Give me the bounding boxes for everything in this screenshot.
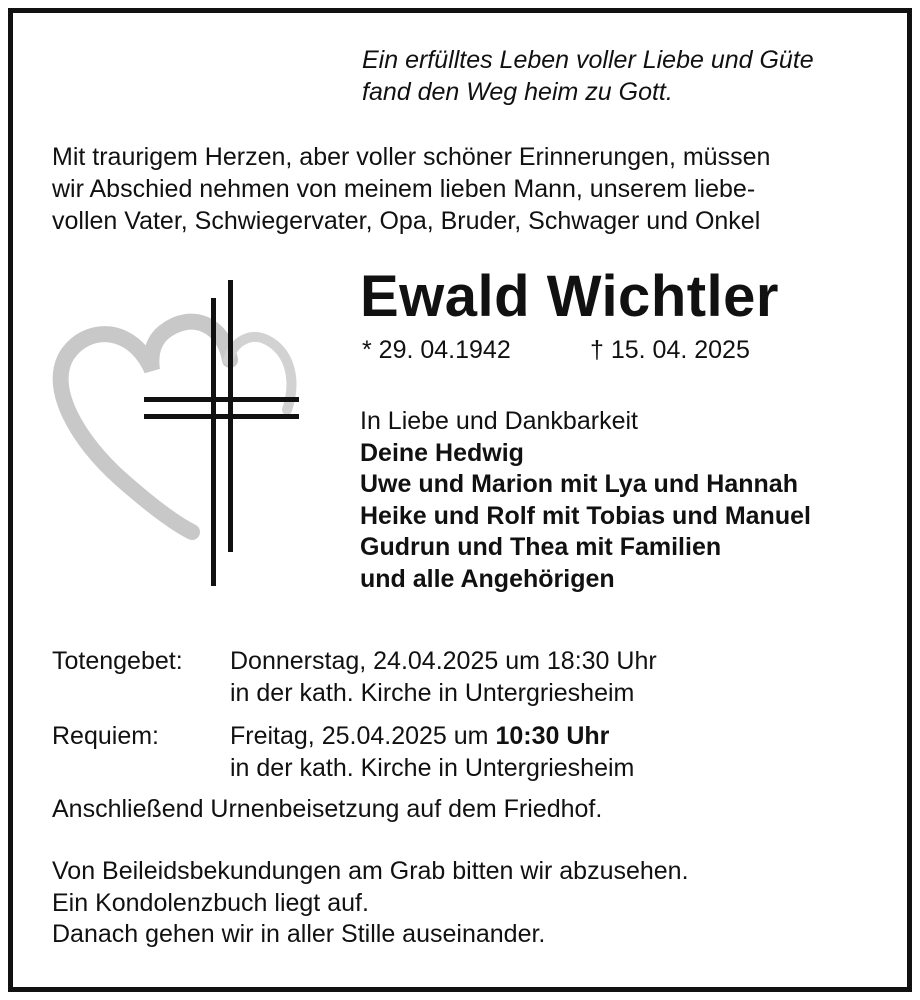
cross-horizontal-bottom	[144, 414, 299, 419]
family-member: Heike und Rolf mit Tobias und Manuel	[360, 501, 811, 530]
service-location: in der kath. Kirche in Untergriesheim	[230, 679, 635, 707]
cross-vertical-left	[211, 298, 216, 586]
closing-line-3: Danach gehen wir in aller Stille auseinander.	[52, 920, 546, 948]
intro-line-1: Mit traurigem Herzen, aber voller schöner Erinnerungen, müssen	[52, 143, 771, 171]
service-datetime: Donnerstag, 24.04.2025 um 18:30 Uhr	[230, 647, 657, 675]
quote-line-2: fand den Weg heim zu Gott.	[362, 78, 673, 106]
intro-line-3: vollen Vater, Schwiegervater, Opa, Bruder, Schwager und Onkel	[52, 207, 761, 235]
opening-quote	[362, 44, 814, 108]
service-label-totengebet: Totengebet:	[52, 647, 183, 675]
cross-horizontal-top	[144, 397, 299, 402]
service-label-requiem: Requiem:	[52, 722, 159, 750]
family-member: Deine Hedwig	[360, 438, 524, 467]
service-details-requiem	[230, 720, 634, 784]
intro-text	[52, 141, 770, 237]
service-time: 10:30 Uhr	[495, 722, 610, 750]
family-member: und alle Angehörigen	[360, 564, 615, 593]
service-details-totengebet	[230, 645, 657, 709]
service-datetime	[230, 720, 634, 752]
family-member: Gudrun und Thea mit Familien	[360, 533, 722, 561]
service-location: in der kath. Kirche in Untergriesheim	[230, 754, 635, 782]
family-member: Uwe und Marion mit Lya und Hannah	[360, 470, 798, 498]
closing-line-1: Von Beileidsbekundungen am Grab bitten wir abzusehen.	[52, 857, 689, 885]
heart-cross-icon	[52, 270, 302, 590]
closing-text	[52, 856, 689, 951]
closing-line-2: Ein Kondolenzbuch liegt auf.	[52, 888, 369, 917]
intro-line-2: wir Abschied nehmen von meinem lieben Mann, unserem liebe-	[52, 175, 756, 203]
death-date: † 15. 04. 2025	[590, 336, 750, 364]
quote-line-1: Ein erfülltes Leben voller Liebe und Güte	[362, 46, 814, 74]
heart-outline	[61, 322, 230, 532]
family-block	[360, 406, 811, 595]
birth-date: * 29. 04.1942	[362, 336, 511, 364]
service-date: Freitag, 25.04.2025 um	[230, 722, 496, 750]
burial-note: Anschließend Urnenbeisetzung auf dem Friedhof.	[52, 795, 603, 823]
family-intro: In Liebe und Dankbarkeit	[360, 407, 638, 435]
deceased-name: Ewald Wichtler	[360, 264, 780, 329]
